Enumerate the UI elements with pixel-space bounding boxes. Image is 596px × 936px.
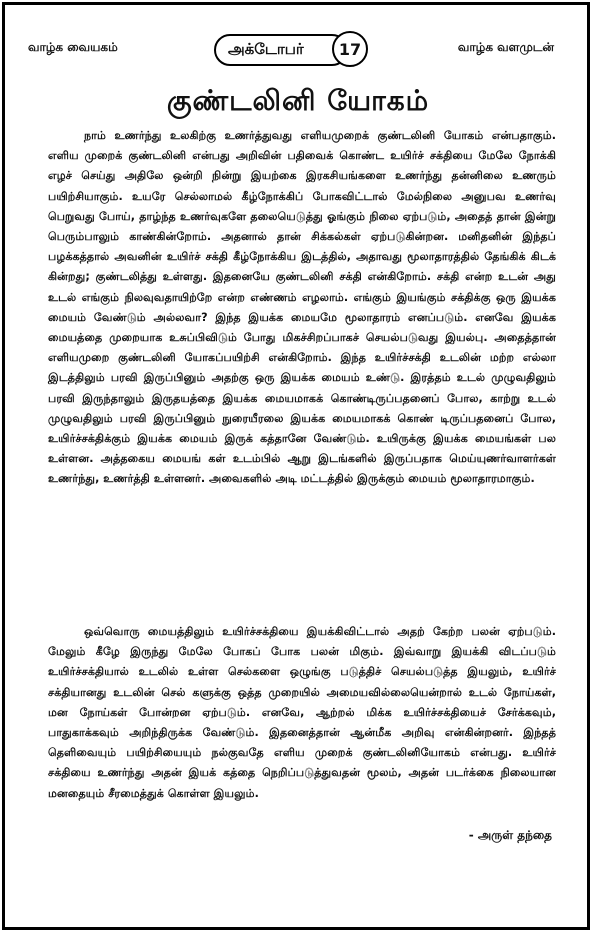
header-left-text: வாழ்க வையகம் <box>28 40 118 54</box>
month-badge: அக்டோபர் <box>214 34 348 66</box>
page-title: குண்டலினி யோகம் <box>166 84 430 117</box>
header-right-text: வாழ்க வளமுடன் <box>457 40 554 54</box>
author-signature: - அருள் தந்தை <box>468 828 552 842</box>
paragraph-1-text: நாம் உணர்ந்து உலகிற்கு உணர்த்துவது எளியமுறைக் குண்டலினி யோகம் என்பதாகும். எளிய முறைக் குண்டலினி என்பது அறிவின் பதிவைக் கொண்ட உயிர்ச் சக்தியை மேலே நோக்கி எழச் செய்து அதிலே ஒன்றி நின்று இயற்கை இரகசியங்களை உணர்ந்து தன்னிலை உணரும் பயிற்சியாகும். உயரே செல்லாமல் கீழ்நோக்கிப் போகவிட்டால் மேல்நிலை அனுபவ உணர்வு பெறுவது போய், தாழ்ந்த உணர்வுகளே தலையெடுத்து ஓங்கும் நிலை ஏற்படும், அதைத் தான் இன்று பெரும்பாலும் காண்கின்றோம். அதனால் தான் சிக்கல்கள் ஏற்படுகின்றன. மனிதனின் இந்தப் பழக்கத்தால் அவனின் உயிர்ச் சக்தி கீழ்நோக்கிய இடத்தில், அதாவது மூலாதாரத்தில் தேங்கிக் கிடக் கின்றது; குண்டலித்து உள்ளது. இதனையே குண்டலினி சக்தி என்கிறோம். சக்தி என்ற உடன் அது உடல் எங்கும் நிலவுவதாயிற்றே என்ற எண்ணம் எழலாம். எங்கும் இயங்கும் சக்திக்கு ஒரு இயக்க மையம் வேண்டும் அல்லவா? இந்த இயக்க மையமே மூலாதாரம் எனப்படும். எனவே இயக்க மையத்தை முறையாக உசுப்பிவிடும் போது மிகச்சிறப்பாகச் செயல்படுவது இயல்பு. அதைத்தான் எளியமுறை குண்டலினி யோகப்பயிற்சி என்கிறோம். இந்த உயிர்ச்சக்தி உடலின் மற்ற எல்லா இடத்திலும் பரவி இருப்பினும் அதற்கு ஒரு இயக்க மையம் உண்டு. இரத்தம் உடல் முழுவதிலும் பரவி இருந்தாலும் இருதயத்தை இயக்க மையமாகக் கொண்டிருப்பதனைப் போல, காற்று உடல் முழுவதிலும் பரவி இருப்பினும் நுரையீரலை இயக்க மையமாகக் கொண் டிருப்பதனைப் போல, உயிர்ச்சக்திக்கும் இயக்க மையம் இருக் கத்தானே வேண்டும். உயிருக்கு இயக்க மையங்கள் பல உள்ளன. அத்தகைய மையங் கள் உடம்பில் ஆறு இடங்களில் இருப்பதாக மெய்யுணர்வாளர்கள் உணர்ந்து, உணர்த்தி உள்ளனர். அவைகளில் அடி மட்டத்தில் இருக்கும் மையம் மூலாதாரமாகும். <box>48 129 556 486</box>
paragraph-2-text: ஒவ்வொரு மையத்திலும் உயிர்ச்சக்தியை இயக்கிவிட்டால் அதற் கேற்ற பலன் ஏற்படும். மேலும் கீழே இருந்து மேலே போகப் போக பலன் மிகும். இவ்வாறு இயக்கி விடப்படும் உயிர்ச்சக்தியால் உடலில் உள்ள செல்களை ஒழுங்கு படுத்திச் செயல்படுத்த இயலும், உயிர்ச் சக்தியானது உடலின் செல் களுக்கு ஒத்த முறையில் அமையவில்லையென்றால் உடல் நோய்கள், மன நோய்கள் போன்றன ஏற்படும். எனவே, ஆற்றல் மிக்க உயிர்ச்சக்தியைச் சேர்க்கவும், பாதுகாக்கவும் அறிந்திருக்க வேண்டும். இதனைத்தான் ஆன்மீக அறிவு என்கின்றனர். இந்தத் தெளிவையும் பயிற்சியையும் நல்குவதே எளிய முறைக் குண்டலினியோகம் என்பது. உயிர்ச் சக்தியை உணர்ந்து அதன் இயக் கத்தை நெறிப்படுத்துவதன் மூலம், அதன் படர்க்கை நிலையான மனதையும் சீரமைத்துக் கொள்ள இயலும். <box>48 625 556 800</box>
day-number-badge: 17 <box>332 31 368 67</box>
paragraph-1 <box>48 126 556 490</box>
paragraph-2 <box>48 622 556 804</box>
